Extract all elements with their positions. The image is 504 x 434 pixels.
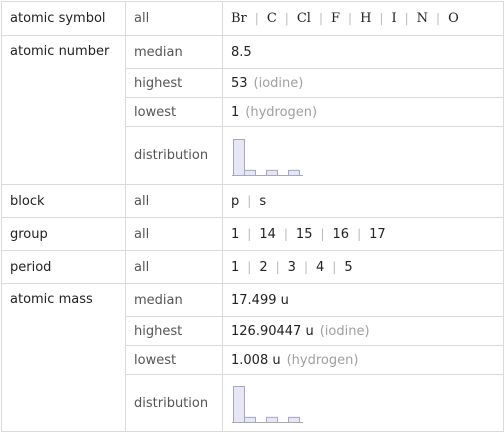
stat-value: 1.008 u (hydrogen) [223, 346, 504, 375]
separator: | [275, 259, 280, 274]
list-value: F [330, 11, 341, 26]
histogram-bar [289, 417, 300, 422]
list-value: C [266, 11, 277, 26]
stat-label: highest [126, 317, 223, 346]
histogram-bar [234, 139, 245, 175]
stat-label: median [126, 284, 223, 317]
element-properties-table [1, 1, 504, 432]
stat-label: distribution [126, 375, 223, 432]
separator: | [303, 259, 308, 274]
stat-value: 126.90447 u (iodine) [223, 317, 504, 346]
histogram-bar [267, 170, 278, 175]
row-label: block [2, 185, 126, 218]
value-list [223, 185, 504, 218]
histogram [231, 382, 311, 424]
list-value: 3 [287, 259, 296, 275]
list-value: O [448, 11, 459, 26]
list-value: 17 [369, 226, 386, 242]
unit: u [280, 292, 289, 308]
list-value: N [416, 11, 429, 26]
row-block [2, 185, 504, 218]
histogram-bar [289, 170, 300, 175]
histogram [231, 135, 311, 177]
list-value: 14 [259, 226, 276, 242]
separator: | [284, 11, 289, 25]
list-value: p [231, 193, 240, 209]
stat-label: highest [126, 69, 223, 98]
row-label: atomic number [2, 36, 126, 185]
separator: | [320, 226, 325, 241]
stat-value: 1 (hydrogen) [223, 98, 504, 127]
value-list [223, 2, 504, 36]
value-list [223, 251, 504, 284]
distribution-cell [223, 375, 504, 432]
histogram-bar [267, 417, 278, 422]
row-label: period [2, 251, 126, 284]
separator: | [254, 11, 259, 25]
histogram-bar [245, 170, 256, 175]
separator: | [348, 11, 353, 25]
row-scope: all [126, 251, 223, 284]
row-scope: all [126, 2, 223, 36]
distribution-cell [223, 127, 504, 185]
separator: | [357, 226, 362, 241]
list-value: 4 [315, 259, 325, 275]
separator: | [379, 11, 384, 25]
unit: u [305, 323, 314, 339]
stat-value: 17.499 u [223, 284, 504, 317]
stat-label: median [126, 36, 223, 69]
stat-label: lowest [126, 98, 223, 127]
row-label: atomic mass [2, 284, 126, 432]
stat-note: (hydrogen) [245, 104, 318, 120]
row-label: atomic symbol [2, 2, 126, 36]
separator: | [247, 259, 252, 274]
stat-note: (iodine) [253, 75, 304, 91]
stat-label: lowest [126, 346, 223, 375]
list-value: Cl [296, 11, 311, 26]
histogram-bar [234, 387, 245, 423]
histogram-bar [245, 417, 256, 422]
separator: | [247, 193, 252, 208]
list-value: 16 [332, 226, 350, 242]
row-atomic-symbol [2, 2, 504, 36]
row-atomic-number-median [2, 36, 504, 69]
list-value: H [360, 11, 372, 26]
row-period [2, 251, 504, 284]
list-value: 1 [231, 259, 240, 275]
separator: | [318, 11, 323, 25]
stat-value: 8.5 [223, 36, 504, 69]
row-atomic-mass-median [2, 284, 504, 317]
row-scope: all [126, 218, 223, 251]
row-group [2, 218, 504, 251]
value-list [223, 218, 504, 251]
list-value: Br [231, 11, 247, 26]
list-value: 2 [259, 259, 268, 275]
list-value: 1 [231, 226, 240, 242]
list-value: 15 [295, 226, 313, 242]
unit: u [272, 352, 281, 368]
stat-label: distribution [126, 127, 223, 185]
separator: | [283, 226, 288, 241]
separator: | [332, 259, 337, 274]
list-value: s [259, 193, 267, 209]
stat-note: (hydrogen) [286, 352, 359, 368]
stat-value: 53 (iodine) [223, 69, 504, 98]
list-value: I [391, 11, 397, 26]
row-scope: all [126, 185, 223, 218]
list-value: 5 [344, 259, 353, 275]
separator: | [436, 11, 441, 25]
separator: | [247, 226, 252, 241]
separator: | [404, 11, 409, 25]
row-label: group [2, 218, 126, 251]
stat-note: (iodine) [319, 323, 370, 339]
